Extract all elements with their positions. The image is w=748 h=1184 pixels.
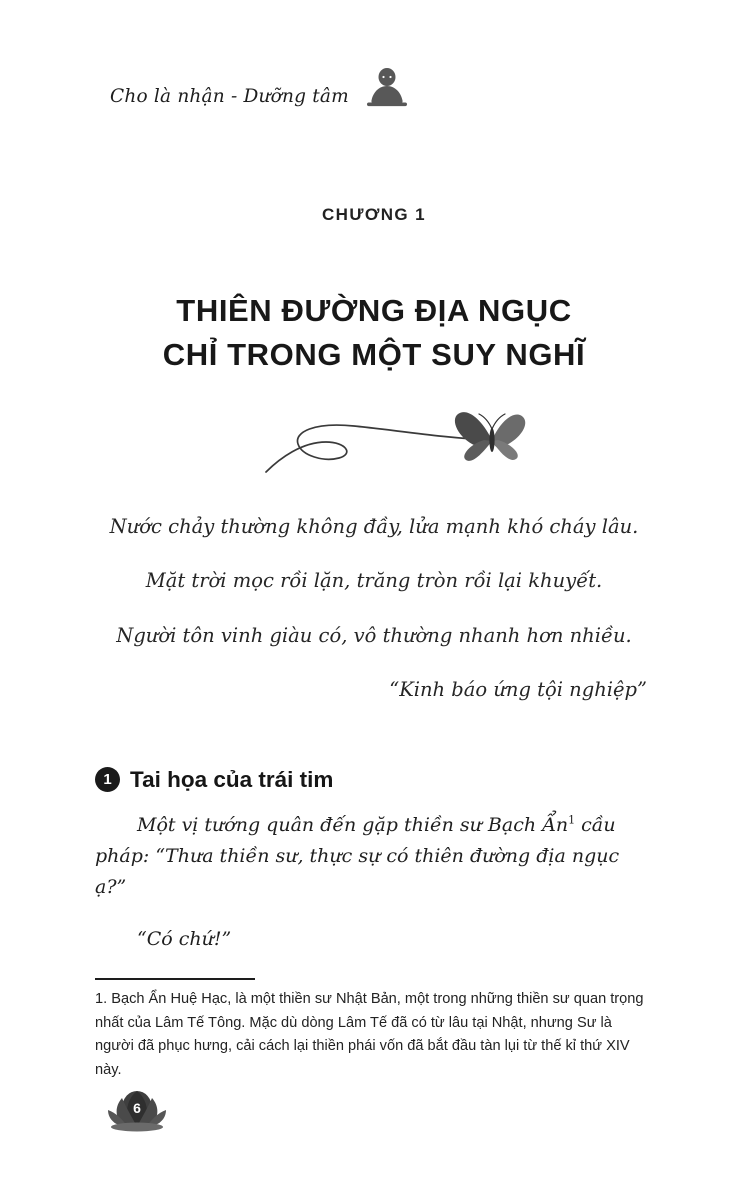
verse-line-2: Mặt trời mọc rồi lặn, trăng tròn rồi lại khuyết. [145, 569, 603, 593]
chapter-title-line-1: THIÊN ĐƯỜNG ĐỊA NGỤC [176, 292, 572, 328]
chapter-title-line-2: CHỈ TRONG MỘT SUY NGHĨ [162, 336, 586, 372]
running-header [110, 75, 653, 117]
body-paragraph-2: “Có chứ!” [137, 928, 232, 951]
page-number: 6 [133, 1100, 141, 1116]
footnote-marker-1[interactable]: 1 [568, 813, 576, 827]
body-paragraph-1-part-2: cầu pháp: “Thưa thiền sư, thực sự có thiên đường địa ngục ạ?” [95, 814, 620, 898]
body-paragraph-1-part-1: Một vị tướng quân đến gặp thiền sư Bạch Ẩn [137, 814, 569, 836]
section-heading-label: Tai họa của trái tim [130, 766, 334, 792]
meditating-monk-icon [359, 61, 415, 117]
verse-line-1: Nước chảy thường không đầy, lửa mạnh khó cháy lâu. [109, 515, 639, 538]
section-heading [95, 767, 653, 793]
footnote-text: 1. Bạch Ẩn Huệ Hạc, là một thiền sư Nhật Bản, một trong những thiền sư quan trọng nhất của Lâm Tế Tông. Mặc dù dòng Lâm Tế đã có từ lâu tại Nhật, nhưng Sư là người đã phục hưng, cải cách lại thiền phái vốn đã bắt đầu tàn lụi từ thế kỉ thứ XIV này. [95, 991, 644, 1078]
body-paragraph-1 [95, 810, 653, 902]
section-number-badge: 1 [95, 767, 120, 792]
body-text [95, 810, 653, 977]
epigraph-verse [95, 515, 653, 703]
verse-line-3: Người tôn vinh giàu có, vô thường nhanh hơn nhiều. [116, 623, 632, 647]
butterfly-with-swirl-ornament [0, 380, 748, 500]
verse-source: “Kinh báo ứng tội nghiệp” [389, 678, 647, 702]
running-header-title: Cho là nhận - Dưỡng tâm [110, 85, 349, 107]
chapter-label: CHƯƠNG 1 [321, 205, 427, 224]
page-footer [95, 1078, 179, 1136]
footnote-divider [95, 978, 255, 980]
chapter-title [0, 289, 748, 377]
